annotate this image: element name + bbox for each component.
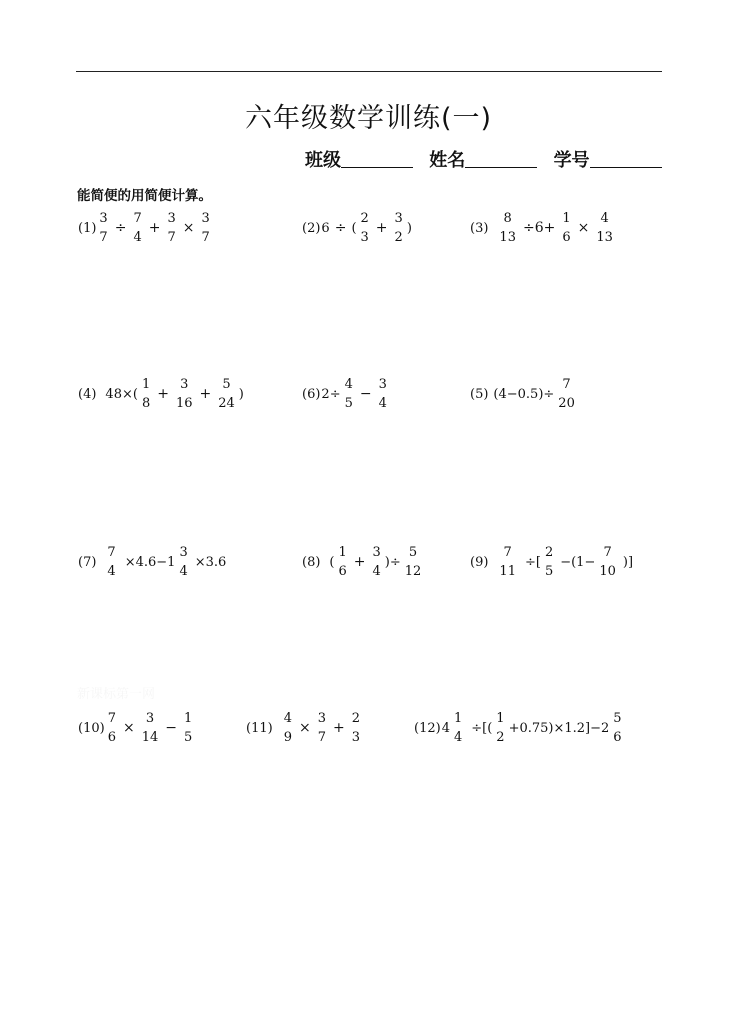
problem-number: (2) bbox=[302, 220, 321, 236]
numerator: 7 bbox=[107, 711, 116, 726]
term: +0.75)×1.2]−2 bbox=[508, 720, 610, 736]
problem-3 bbox=[470, 206, 616, 250]
numerator: 3 bbox=[145, 711, 155, 726]
problem-number: (3) bbox=[470, 220, 489, 236]
top-rule bbox=[76, 71, 662, 72]
problem-number: (8) bbox=[302, 554, 321, 570]
denominator: 13 bbox=[596, 230, 613, 245]
fraction bbox=[404, 546, 423, 578]
term: 6 bbox=[321, 220, 330, 236]
denominator: 7 bbox=[201, 230, 210, 245]
problem-1 bbox=[78, 206, 213, 250]
denominator: 4 bbox=[372, 564, 381, 579]
numerator: 1 bbox=[183, 711, 193, 726]
denominator: 10 bbox=[599, 564, 616, 579]
operator: − bbox=[165, 720, 177, 736]
id-blank[interactable] bbox=[590, 149, 662, 168]
denominator: 4 bbox=[453, 730, 463, 745]
numerator: 4 bbox=[283, 711, 292, 726]
denominator: 5 bbox=[544, 564, 554, 579]
problem-number: (12) bbox=[414, 720, 441, 736]
problem-5 bbox=[470, 372, 578, 416]
fraction bbox=[544, 546, 554, 578]
fraction bbox=[141, 712, 160, 744]
operator: × bbox=[298, 720, 311, 736]
denominator: 6 bbox=[613, 730, 622, 745]
student-info bbox=[305, 146, 662, 172]
problem-8 bbox=[302, 540, 424, 584]
denominator: 4 bbox=[179, 564, 188, 579]
operator: ÷ bbox=[334, 220, 347, 236]
operator: ÷6+ bbox=[522, 220, 556, 236]
fraction bbox=[107, 712, 117, 744]
denominator: 6 bbox=[562, 230, 571, 245]
problem-number: (10) bbox=[78, 720, 105, 736]
denominator: 8 bbox=[141, 396, 151, 411]
operator: × bbox=[122, 720, 135, 736]
operator: + bbox=[332, 720, 345, 736]
fraction bbox=[200, 212, 210, 244]
numerator: 3 bbox=[179, 545, 188, 560]
numerator: 3 bbox=[99, 211, 108, 226]
numerator: 1 bbox=[141, 377, 151, 392]
denominator: 4 bbox=[107, 564, 116, 579]
fraction bbox=[141, 378, 151, 410]
fraction bbox=[351, 712, 361, 744]
denominator: 7 bbox=[317, 730, 326, 745]
denominator: 14 bbox=[141, 730, 159, 745]
operator: + bbox=[199, 386, 212, 402]
fraction bbox=[453, 712, 463, 744]
page-title: 六年级数学训练(一) bbox=[244, 103, 493, 134]
numerator: 3 bbox=[378, 377, 387, 392]
fraction bbox=[372, 546, 382, 578]
numerator: 7 bbox=[133, 211, 142, 226]
fraction bbox=[166, 212, 176, 244]
numerator: 7 bbox=[603, 545, 612, 560]
numerator: 2 bbox=[544, 545, 554, 560]
numerator: 3 bbox=[167, 211, 176, 226]
problem-12 bbox=[414, 706, 625, 750]
fraction bbox=[498, 546, 517, 578]
operator: + bbox=[157, 386, 169, 402]
numerator: 2 bbox=[351, 711, 360, 726]
numerator: 4 bbox=[600, 211, 609, 226]
denominator: 3 bbox=[351, 730, 360, 745]
fraction bbox=[217, 378, 236, 410]
term: −(1− bbox=[560, 554, 596, 570]
term: ×4.6−1 bbox=[124, 554, 176, 570]
numerator: 3 bbox=[317, 711, 326, 726]
problem-number: (4) bbox=[78, 386, 97, 402]
name-label: 姓名 bbox=[429, 150, 466, 171]
numerator: 3 bbox=[394, 211, 403, 226]
fraction bbox=[317, 712, 327, 744]
denominator: 20 bbox=[558, 396, 575, 411]
watermark: 新课标第一网 bbox=[77, 687, 156, 702]
id-label: 学号 bbox=[553, 150, 590, 171]
fraction bbox=[598, 546, 617, 578]
numerator: 3 bbox=[201, 211, 210, 226]
problem-10 bbox=[78, 706, 195, 750]
numerator: 8 bbox=[503, 211, 512, 226]
fraction bbox=[595, 212, 614, 244]
fraction bbox=[283, 712, 293, 744]
term: )] bbox=[622, 554, 634, 570]
term: 48×( bbox=[105, 386, 138, 402]
fraction bbox=[175, 378, 194, 410]
problem-4 bbox=[78, 372, 245, 416]
fraction bbox=[495, 712, 505, 744]
paren: ) bbox=[238, 386, 244, 402]
name-blank[interactable] bbox=[465, 149, 537, 168]
class-label: 班级 bbox=[305, 150, 341, 171]
denominator: 4 bbox=[378, 396, 387, 411]
denominator: 24 bbox=[218, 396, 235, 411]
denominator: 6 bbox=[107, 730, 116, 745]
problem-number: (11) bbox=[246, 720, 273, 736]
fraction bbox=[338, 546, 348, 578]
fraction bbox=[178, 546, 188, 578]
numerator: 4 bbox=[344, 377, 353, 392]
numerator: 1 bbox=[338, 545, 347, 560]
paren: ( bbox=[329, 554, 335, 570]
problem-11 bbox=[246, 706, 363, 750]
problem-9 bbox=[470, 540, 634, 584]
term: ÷[( bbox=[471, 720, 493, 736]
operator: − bbox=[359, 386, 372, 402]
operator: × bbox=[577, 220, 590, 236]
fraction bbox=[183, 712, 193, 744]
numerator: 5 bbox=[408, 545, 418, 560]
numerator: 7 bbox=[562, 377, 571, 392]
denominator: 9 bbox=[283, 730, 292, 745]
operator: + bbox=[148, 220, 161, 236]
denominator: 5 bbox=[183, 730, 193, 745]
class-blank[interactable] bbox=[341, 149, 413, 168]
denominator: 16 bbox=[175, 396, 193, 411]
numerator: 7 bbox=[107, 545, 116, 560]
denominator: 12 bbox=[404, 564, 422, 579]
paren: ) bbox=[406, 220, 412, 236]
fraction bbox=[612, 712, 622, 744]
denominator: 4 bbox=[133, 230, 142, 245]
numerator: 7 bbox=[503, 545, 512, 560]
fraction bbox=[561, 212, 571, 244]
instruction: 能简便的用简便计算。 bbox=[77, 188, 212, 204]
fraction bbox=[106, 546, 116, 578]
problem-number: (6) bbox=[302, 386, 321, 402]
numerator: 1 bbox=[496, 711, 505, 726]
problem-7 bbox=[78, 540, 227, 584]
problem-number: (1) bbox=[78, 220, 97, 236]
numerator: 1 bbox=[562, 211, 571, 226]
numerator: 5 bbox=[222, 377, 231, 392]
fraction bbox=[498, 212, 517, 244]
fraction bbox=[132, 212, 142, 244]
term: (4−0.5)÷ bbox=[493, 386, 555, 402]
problem-number: (7) bbox=[78, 554, 97, 570]
denominator: 2 bbox=[496, 730, 505, 745]
fraction bbox=[98, 212, 108, 244]
denominator: 5 bbox=[344, 396, 353, 411]
paren: ( bbox=[351, 220, 357, 236]
fraction bbox=[360, 212, 370, 244]
fraction bbox=[557, 378, 576, 410]
denominator: 13 bbox=[499, 230, 516, 245]
operator: + bbox=[375, 220, 388, 236]
numerator: 2 bbox=[360, 211, 369, 226]
denominator: 7 bbox=[99, 230, 108, 245]
problem-number: (9) bbox=[470, 554, 489, 570]
numerator: 3 bbox=[372, 545, 381, 560]
fraction bbox=[394, 212, 404, 244]
fraction bbox=[344, 378, 354, 410]
numerator: 1 bbox=[453, 711, 463, 726]
fraction bbox=[378, 378, 388, 410]
problem-number: (5) bbox=[470, 386, 489, 402]
term: 4 bbox=[441, 720, 450, 736]
term: ×3.6 bbox=[194, 554, 227, 570]
term: )÷ bbox=[384, 554, 401, 570]
operator: × bbox=[182, 220, 195, 236]
term: ÷[ bbox=[524, 554, 541, 570]
operator: + bbox=[353, 554, 366, 570]
problem-2 bbox=[302, 206, 413, 250]
denominator: 2 bbox=[394, 230, 403, 245]
numerator: 3 bbox=[180, 377, 189, 392]
denominator: 3 bbox=[360, 230, 369, 245]
denominator: 11 bbox=[499, 564, 516, 579]
denominator: 7 bbox=[167, 230, 176, 245]
numerator: 5 bbox=[613, 711, 622, 726]
operator: ÷ bbox=[114, 220, 127, 236]
denominator: 6 bbox=[338, 564, 347, 579]
term: 2÷ bbox=[321, 386, 341, 402]
problem-6 bbox=[302, 372, 390, 416]
